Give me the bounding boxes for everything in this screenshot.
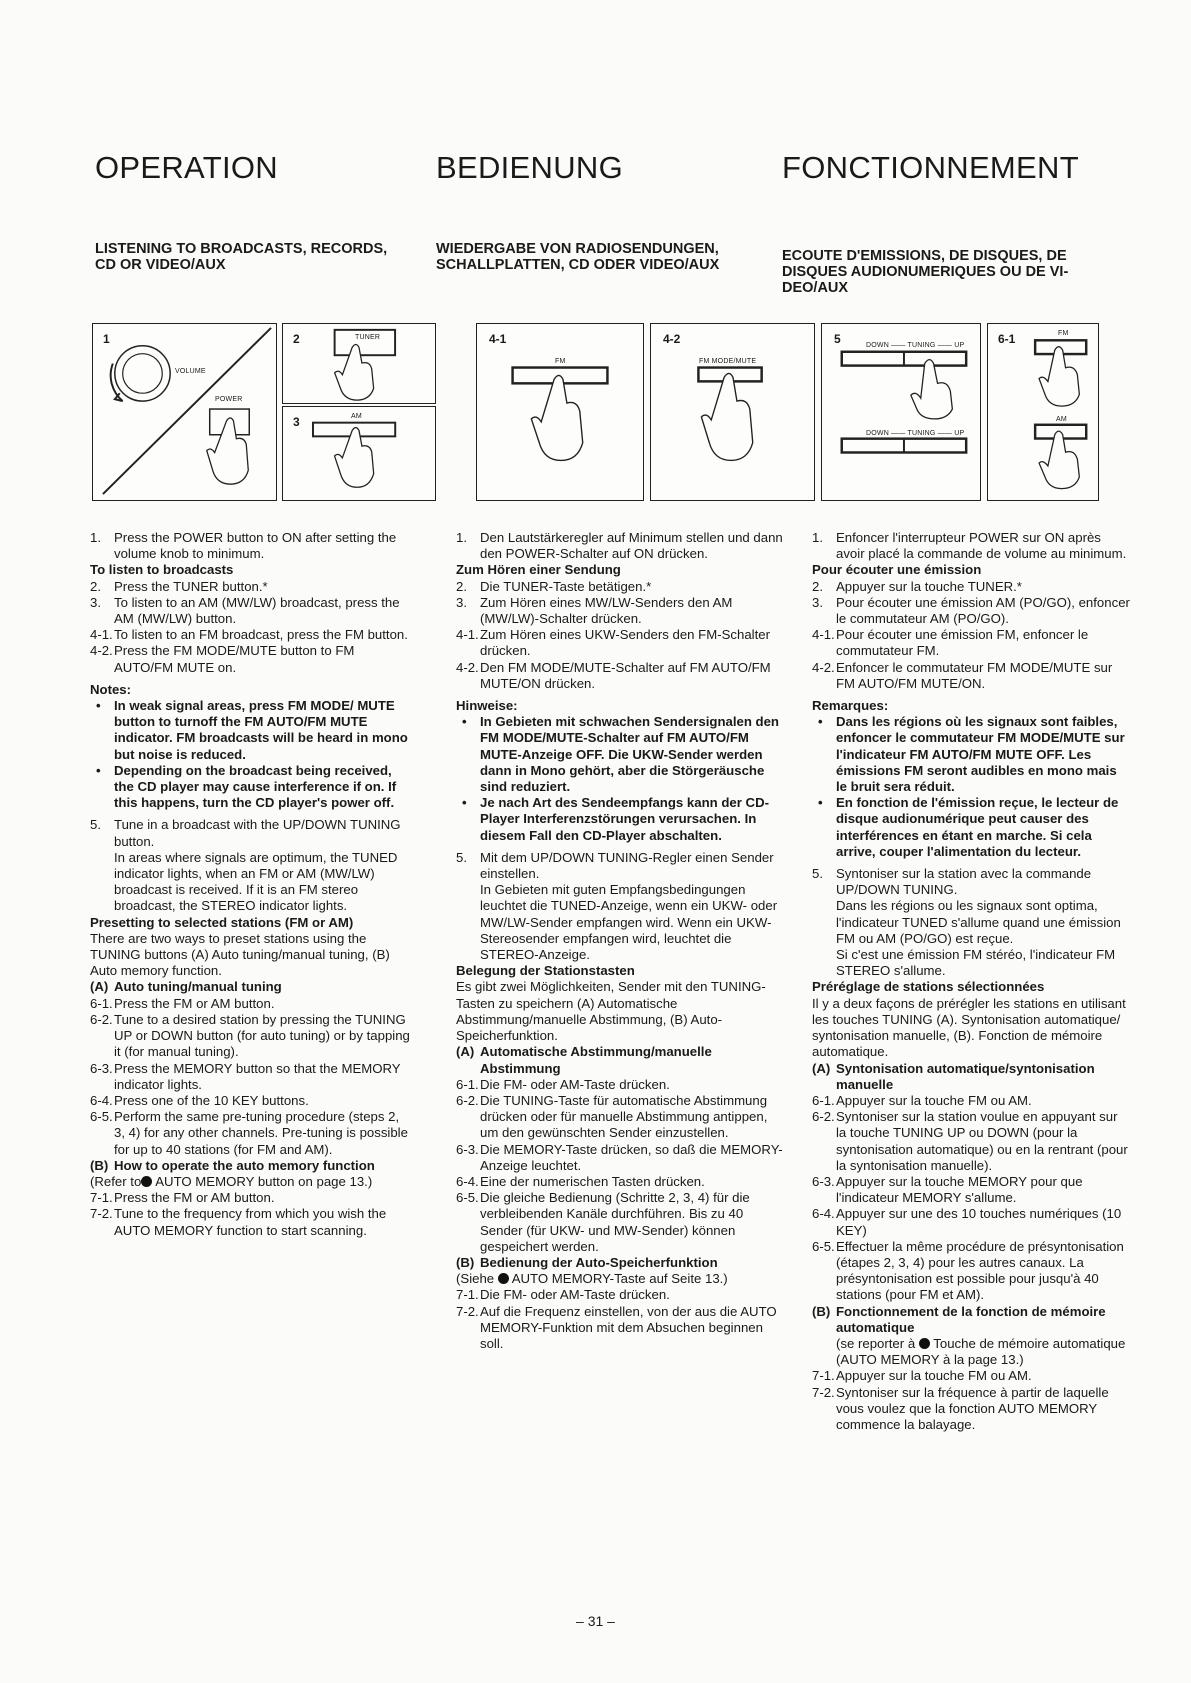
en-heading-b xyxy=(90,1158,410,1174)
de-step-6-3-text: Die MEMORY-Taste drücken, so daß die MEMORY-Anzeige leuchtet. xyxy=(480,1141,783,1173)
fr-step-2-text: Appuyer sur la touche TUNER.* xyxy=(836,578,1022,594)
de-heading-preset: Belegung der Stationstasten xyxy=(456,963,635,979)
de-step-7-2-number: 7-2. xyxy=(456,1303,479,1319)
de-step-6-1-text: Die FM- oder AM-Taste drücken. xyxy=(480,1076,670,1092)
figure-4-1-number: 4-1 xyxy=(489,332,507,346)
de-step-4-1-text: Zum Hören eines UKW-Senders den FM-Schalter drücken. xyxy=(480,627,770,659)
fm-am-buttons-illustration xyxy=(988,324,1098,500)
en-heading-a-label: (A) xyxy=(90,979,109,995)
en-step-4-2-text: Press the FM MODE/MUTE button to FM AUTO/FM MUTE on. xyxy=(114,643,355,675)
de-step-1 xyxy=(456,530,786,562)
en-reference xyxy=(90,1174,410,1190)
en-step-3-text: To listen to an AM (MW/LW) broadcast, press the AM (MW/LW) button. xyxy=(114,594,400,627)
figure-5-number: 5 xyxy=(834,332,841,346)
de-reference-end: AUTO MEMORY-Taste auf Seite 13.) xyxy=(511,1271,728,1287)
fr-note-1: • Dans les régions où les signaux sont faibles, enfoncer le commutateur FM MODE/MUTE sur l'indicateur FM AUTO/FM MUTE OFF. Les émissions FM seront audibles en mono mais le bruit sera réduit. xyxy=(812,714,1130,795)
en-reference-end: AUTO MEMORY button on page 13.) xyxy=(155,1173,373,1189)
reference-circle-icon xyxy=(498,1273,509,1284)
tuning-button-label-lower: DOWN —— TUNING —— UP xyxy=(866,430,965,437)
fr-heading-b-text: Fonctionnement de la fonction de mémoire automatique xyxy=(836,1303,1106,1335)
de-preset-text: Es gibt zwei Möglichkeiten, Sender mit den TUNING-Tasten zu speichern (A) Automatische Abstimmung/manuelle Abstimmung, (B) Auto-Speicherfunktion. xyxy=(456,979,766,1044)
fr-step-6-5 xyxy=(812,1239,1130,1304)
en-step-6-5-number: 6-5. xyxy=(90,1109,113,1125)
de-step-5 xyxy=(456,850,786,882)
fm-button-illustration xyxy=(477,324,643,500)
en-step-6-3-text: Press the MEMORY button so that the MEMORY indicator lights. xyxy=(114,1060,401,1092)
de-step-6-3-number: 6-3. xyxy=(456,1141,479,1157)
en-step-5-text: Tune in a broadcast with the UP/DOWN TUNING button. xyxy=(114,817,401,849)
en-step-1-text: Press the POWER button to ON after setting the volume knob to minimum. xyxy=(114,530,397,562)
fr-step-1 xyxy=(812,530,1130,562)
fr-step-5-detail: Dans les régions ou les signaux sont optima, l'indicateur TUNED s'allume quand une émission FM ou AM (PO/GO) est reçue. xyxy=(836,898,1121,946)
en-notes-heading: Notes: xyxy=(90,681,132,697)
reference-circle-icon xyxy=(919,1338,930,1349)
subtitle-de-line2: SCHALLPLATTEN, CD ODER VIDEO/AUX xyxy=(436,257,720,273)
fr-preset-text: Il y a deux façons de prérégler les stations en utilisant les touches TUNING (A). Syntonisation automatique/ syntonisation manuelle, (B). Fonction de mémoire automatique. xyxy=(812,995,1126,1060)
en-note-2: • Depending on the broadcast being received, the CD player may cause interference if on. If this happens, turn the CD player's power off. xyxy=(90,763,410,812)
fm-button-label: FM xyxy=(555,358,566,365)
de-step-7-1 xyxy=(456,1287,786,1303)
tuner-button-label: TUNER xyxy=(355,334,381,341)
figure-1-power-volume xyxy=(92,323,277,501)
en-step-6-1-number: 6-1. xyxy=(90,995,113,1011)
de-step-2-text: Die TUNER-Taste betätigen.* xyxy=(480,578,652,594)
reference-circle-icon xyxy=(141,1176,152,1187)
fr-step-2 xyxy=(812,579,1130,595)
fm-mode-mute-button-illustration xyxy=(651,324,814,500)
en-step-3-number: 3. xyxy=(90,594,101,610)
fr-heading-a xyxy=(812,1061,1130,1093)
subtitle-en-line2: CD OR VIDEO/AUX xyxy=(95,257,226,273)
de-step-4-2 xyxy=(456,660,786,692)
fr-step-6-3 xyxy=(812,1174,1130,1206)
de-note-2: • Je nach Art des Sendeempfangs kann der CD-Player Interferenzstörungen verursachen. In diesem Fall den CD-Player abschalten. xyxy=(456,795,786,844)
en-step-6-3-number: 6-3. xyxy=(90,1060,113,1076)
fr-step-7-1-number: 7-1. xyxy=(812,1368,835,1384)
de-step-5-number: 5. xyxy=(456,849,467,865)
am-button-label-6-1: AM xyxy=(1056,416,1067,423)
en-heading-a-text: Auto tuning/manual tuning xyxy=(114,979,282,995)
de-note-1: • In Gebieten mit schwachen Sendersignalen den FM MODE/MUTE-Schalter auf FM AUTO/FM MUTE-Anzeige OFF. Die UKW-Sender werden dann in Mono gehört, aber die Störgeräusche sind reduziert. xyxy=(456,714,786,795)
subtitle-fr-line1: ECOUTE D'EMISSIONS, DE DISQUES, DE xyxy=(782,248,1067,264)
fr-step-5-stereo: Si c'est une émission FM stéréo, l'indicateur FM STEREO s'allume. xyxy=(836,947,1116,979)
fr-step-6-2-number: 6-2. xyxy=(812,1109,835,1125)
de-heading-b-text: Bedienung der Auto-Speicherfunktion xyxy=(480,1254,718,1270)
en-step-6-3 xyxy=(90,1061,410,1093)
en-heading-b-label: (B) xyxy=(90,1157,109,1173)
de-step-6-4-number: 6-4. xyxy=(456,1173,479,1189)
de-step-1-text: Den Lautstärkeregler auf Minimum stellen und dann den POWER-Schalter auf ON drücken. xyxy=(480,530,783,562)
de-heading-a-text: Automatische Abstimmung/manuelle Abstimmung xyxy=(480,1044,712,1076)
en-note-1: • In weak signal areas, press FM MODE/ MUTE button to turnoff the FM AUTO/FM MUTE indicator. FM broadcasts will be heard in mono but noise is reduced. xyxy=(90,698,410,763)
de-notes-heading: Hinweise: xyxy=(456,698,518,714)
subtitle-fr xyxy=(782,248,1068,296)
fr-reference xyxy=(812,1336,1130,1368)
en-step-7-2-number: 7-2. xyxy=(90,1206,113,1222)
en-step-6-4-number: 6-4. xyxy=(90,1092,113,1108)
de-step-6-5 xyxy=(456,1190,786,1255)
de-reference xyxy=(456,1271,786,1287)
en-step-5-detail: In areas where signals are optimum, the TUNED indicator lights, when an FM or AM (MW/LW) broadcast is received. If it is an FM stereo broadcast, the STEREO indicator lights. xyxy=(114,849,398,914)
fr-heading-a-label: (A) xyxy=(812,1060,831,1076)
de-step-7-1-text: Die FM- oder AM-Taste drücken. xyxy=(480,1287,670,1303)
de-step-6-3 xyxy=(456,1142,786,1174)
en-step-1 xyxy=(90,530,410,562)
de-step-6-2 xyxy=(456,1093,786,1142)
en-step-6-2 xyxy=(90,1012,410,1061)
de-step-6-1-number: 6-1. xyxy=(456,1076,479,1092)
de-step-6-1 xyxy=(456,1077,786,1093)
subtitle-de xyxy=(436,241,719,273)
figure-3-number: 3 xyxy=(293,415,300,429)
en-step-7-1-number: 7-1. xyxy=(90,1190,113,1206)
de-step-4-1 xyxy=(456,627,786,659)
de-step-4-2-text: Den FM MODE/MUTE-Schalter auf FM AUTO/FM MUTE/ON drücken. xyxy=(480,659,771,691)
figure-4-1-fm xyxy=(476,323,644,501)
fr-step-2-number: 2. xyxy=(812,578,823,594)
de-step-7-1-number: 7-1. xyxy=(456,1287,479,1303)
en-step-6-5-text: Perform the same pre-tuning procedure (steps 2, 3, 4) for any other channels. Pre-tuning is possible for up to 40 stations (for FM and AM). xyxy=(114,1109,408,1157)
fr-heading-a-text: Syntonisation automatique/syntonisation manuelle xyxy=(836,1060,1095,1092)
power-label: POWER xyxy=(215,396,243,403)
en-step-6-4 xyxy=(90,1093,410,1109)
tuning-button-label: DOWN —— TUNING —— UP xyxy=(866,342,965,349)
fr-step-1-number: 1. xyxy=(812,530,823,545)
en-step-7-1-text: Press the FM or AM button. xyxy=(114,1190,275,1206)
fr-step-7-2 xyxy=(812,1385,1130,1434)
column-french xyxy=(812,530,1130,1433)
fr-step-6-1 xyxy=(812,1093,1130,1109)
fr-step-4-2-text: Enfoncer le commutateur FM MODE/MUTE sur FM AUTO/FM MUTE/ON. xyxy=(836,659,1113,691)
figure-6-1-fm-am xyxy=(987,323,1099,501)
en-step-4-1-text: To listen to an FM broadcast, press the FM button. xyxy=(114,627,408,643)
fr-heading-b xyxy=(812,1304,1130,1336)
en-step-5 xyxy=(90,817,410,849)
en-heading-a xyxy=(90,979,410,995)
fm-button-label-6-1: FM xyxy=(1058,330,1069,337)
fr-step-1-text: Enfoncer l'interrupteur POWER sur ON après avoir placé la commande de volume au minimum. xyxy=(836,530,1127,562)
en-step-5-number: 5. xyxy=(90,817,101,833)
am-button-label: AM xyxy=(351,413,362,420)
fr-heading-preset: Préréglage de stations sélectionnées xyxy=(812,979,1045,995)
de-step-6-4-text: Eine der numerischen Tasten drücken. xyxy=(480,1173,705,1189)
de-step-6-2-text: Die TUNING-Taste für automatische Abstimmung drücken oder für manuelle Abstimmung antippen, um den gewünschten Sender einzustellen. xyxy=(480,1092,768,1141)
en-step-7-2-text: Tune to the frequency from which you wish the AUTO MEMORY function to start scanning. xyxy=(114,1206,387,1238)
fr-step-7-1 xyxy=(812,1368,1130,1384)
fr-step-4-1-number: 4-1. xyxy=(812,627,835,643)
fr-step-5 xyxy=(812,866,1130,898)
figure-6-1-number: 6-1 xyxy=(998,332,1016,346)
column-english xyxy=(90,530,410,1239)
en-step-4-1 xyxy=(90,627,410,643)
en-step-6-5 xyxy=(90,1109,410,1158)
de-step-5-detail: In Gebieten mit guten Empfangsbedingungen leuchtet die TUNED-Anzeige, wenn ein UKW- oder MW/LW-Sender empfangen wird. Wenn ein UKW-Stereosender empfangen wird, leuchtet die STEREO-Anzeige. xyxy=(480,882,778,963)
fr-step-7-1-text: Appuyer sur la touche FM ou AM. xyxy=(836,1368,1032,1384)
fr-step-4-1-text: Pour écouter une émission FM, enfoncer le commutateur FM. xyxy=(836,627,1089,659)
de-step-3-text: Zum Hören eines MW/LW-Senders den AM (MW/LW)-Schalter drücken. xyxy=(480,594,733,627)
fr-step-3 xyxy=(812,595,1130,627)
fr-step-6-4-number: 6-4. xyxy=(812,1206,835,1222)
fr-step-5-text: Syntoniser sur la station avec la commande UP/DOWN TUNING. xyxy=(836,866,1092,898)
de-step-7-2-text: Auf die Frequenz einstellen, von der aus die AUTO MEMORY-Funktion mit dem Absuchen beginnen soll. xyxy=(480,1303,777,1351)
fr-step-6-2 xyxy=(812,1109,1130,1174)
heading-fonctionnement: FONCTIONNEMENT xyxy=(782,150,1079,185)
fr-note-2: • En fonction de l'émission reçue, le lecteur de disque audionumérique peut causer des interférences en étant en marche. Si cela arrive, couper l'alimentation du lecteur. xyxy=(812,795,1130,860)
de-step-4-1-number: 4-1. xyxy=(456,627,479,643)
de-heading-b xyxy=(456,1255,786,1271)
de-step-6-4 xyxy=(456,1174,786,1190)
page-number: – 31 – xyxy=(576,1613,615,1629)
subtitle-en xyxy=(95,241,387,273)
fr-step-6-3-text: Appuyer sur la touche MEMORY pour que l'indicateur MEMORY s'allume. xyxy=(836,1173,1083,1206)
en-step-6-1-text: Press the FM or AM button. xyxy=(114,995,275,1011)
figure-1-number: 1 xyxy=(103,332,110,346)
de-step-3 xyxy=(456,595,786,627)
fr-step-4-1 xyxy=(812,627,1130,659)
fr-step-6-4-text: Appuyer sur une des 10 touches numériques (10 KEY) xyxy=(836,1206,1122,1238)
de-step-7-2 xyxy=(456,1304,786,1353)
figure-2-number: 2 xyxy=(293,332,300,346)
fr-step-3-number: 3. xyxy=(812,594,823,610)
volume-label: VOLUME xyxy=(175,368,206,375)
en-step-4-2 xyxy=(90,643,410,675)
de-heading-listen: Zum Hören einer Sendung xyxy=(456,562,621,578)
subtitle-en-line1: LISTENING TO BROADCASTS, RECORDS, xyxy=(95,241,388,257)
en-heading-listen: To listen to broadcasts xyxy=(90,562,234,578)
fm-mode-mute-button-label: FM MODE/MUTE xyxy=(699,358,757,365)
de-step-2-number: 2. xyxy=(456,578,467,594)
column-german xyxy=(456,530,786,1352)
fr-step-6-2-text: Syntoniser sur la station voulue en appuyant sur la touche TUNING UP ou DOWN (pour la syntonisation automatique) ou en la rentrant (pour la syntonisation manuelle). xyxy=(836,1109,1128,1173)
de-step-6-2-number: 6-2. xyxy=(456,1092,479,1108)
fr-step-6-1-text: Appuyer sur la touche FM ou AM. xyxy=(836,1092,1032,1108)
en-step-7-1 xyxy=(90,1190,410,1206)
fr-reference-start: (se reporter à xyxy=(836,1335,916,1351)
fr-heading-b-label: (B) xyxy=(812,1303,831,1319)
de-step-3-number: 3. xyxy=(456,594,467,610)
tuning-buttons-illustration xyxy=(822,324,980,500)
en-heading-b-text: How to operate the auto memory function xyxy=(114,1157,375,1173)
de-heading-a xyxy=(456,1044,786,1076)
figure-5-tuning xyxy=(821,323,981,501)
de-step-6-5-number: 6-5. xyxy=(456,1190,479,1206)
fr-step-6-4 xyxy=(812,1206,1130,1238)
subtitle-fr-line3: DEO/AUX xyxy=(782,280,849,296)
en-step-1-number: 1. xyxy=(90,530,101,545)
fr-heading-listen: Pour écouter une émission xyxy=(812,562,982,578)
en-heading-preset: Presetting to selected stations (FM or AM) xyxy=(90,914,354,930)
fr-step-7-2-text: Syntoniser sur la fréquence à partir de laquelle vous voulez que la fonction AUTO MEMORY commence la balayage. xyxy=(836,1384,1109,1432)
en-step-4-2-number: 4-2. xyxy=(90,643,113,659)
en-step-4-1-number: 4-1. xyxy=(90,627,113,643)
en-step-6-1 xyxy=(90,996,410,1012)
en-step-7-2 xyxy=(90,1206,410,1238)
de-step-5-text: Mit dem UP/DOWN TUNING-Regler einen Sender einstellen. xyxy=(480,849,774,882)
de-reference-start: (Siehe xyxy=(456,1271,495,1287)
subtitle-fr-line2: DISQUES AUDIONUMERIQUES OU DE VI- xyxy=(782,264,1069,280)
am-button-illustration xyxy=(283,407,435,500)
fr-step-6-1-number: 6-1. xyxy=(812,1092,835,1108)
fr-reference-end: Touche de mémoire automatique (AUTO MEMORY à la page 13.) xyxy=(836,1335,1126,1368)
heading-bedienung: BEDIENUNG xyxy=(436,150,624,185)
fr-step-6-5-text: Effectuer la même procédure de présyntonisation (étapes 2, 3, 4) pour les autres canaux. La présyntonisation est possible pour jusqu'à 40 stations (pour FM et AM). xyxy=(836,1238,1124,1303)
de-heading-b-label: (B) xyxy=(456,1254,475,1270)
en-preset-text: There are two ways to preset stations using the TUNING buttons (A) Auto tuning/manual tuning, (B) Auto memory function. xyxy=(90,930,390,979)
en-step-2 xyxy=(90,579,410,595)
fr-step-6-5-number: 6-5. xyxy=(812,1238,835,1254)
power-volume-illustration xyxy=(93,324,276,500)
figure-3-am xyxy=(282,406,436,501)
de-step-2 xyxy=(456,579,786,595)
heading-operation: OPERATION xyxy=(95,150,278,185)
fr-notes-heading: Remarques: xyxy=(812,698,889,714)
fr-step-3-text: Pour écouter une émission AM (PO/GO), enfoncer le commutateur AM (PO/GO). xyxy=(836,594,1130,627)
en-step-2-number: 2. xyxy=(90,578,101,594)
de-step-1-number: 1. xyxy=(456,530,467,545)
de-heading-a-label: (A) xyxy=(456,1044,475,1060)
en-step-2-text: Press the TUNER button.* xyxy=(114,578,268,594)
en-step-6-2-text: Tune to a desired station by pressing the TUNING UP or DOWN button (for auto tuning) or by tapping it (for manual tuning). xyxy=(114,1011,410,1060)
en-step-6-2-number: 6-2. xyxy=(90,1011,113,1027)
figure-4-2-number: 4-2 xyxy=(663,332,681,346)
en-reference-start: (Refer to xyxy=(90,1173,142,1189)
subtitle-de-line1: WIEDERGABE VON RADIOSENDUNGEN, xyxy=(436,241,719,257)
fr-step-4-2 xyxy=(812,660,1130,692)
fr-step-7-2-number: 7-2. xyxy=(812,1384,835,1400)
fr-step-4-2-number: 4-2. xyxy=(812,659,835,675)
de-step-6-5-text: Die gleiche Bedienung (Schritte 2, 3, 4) für die verbleibenden Kanäle durchführen. Bis zu 40 Sender (für UKW- und MW-Sender) können gespeichert werden. xyxy=(480,1190,750,1254)
en-step-3 xyxy=(90,595,410,627)
de-step-4-2-number: 4-2. xyxy=(456,659,479,675)
fr-step-5-number: 5. xyxy=(812,866,823,882)
figure-4-2-fm-mode-mute xyxy=(650,323,815,501)
figure-2-tuner xyxy=(282,323,436,404)
fr-step-6-3-number: 6-3. xyxy=(812,1173,835,1189)
en-step-6-4-text: Press one of the 10 KEY buttons. xyxy=(114,1092,309,1108)
